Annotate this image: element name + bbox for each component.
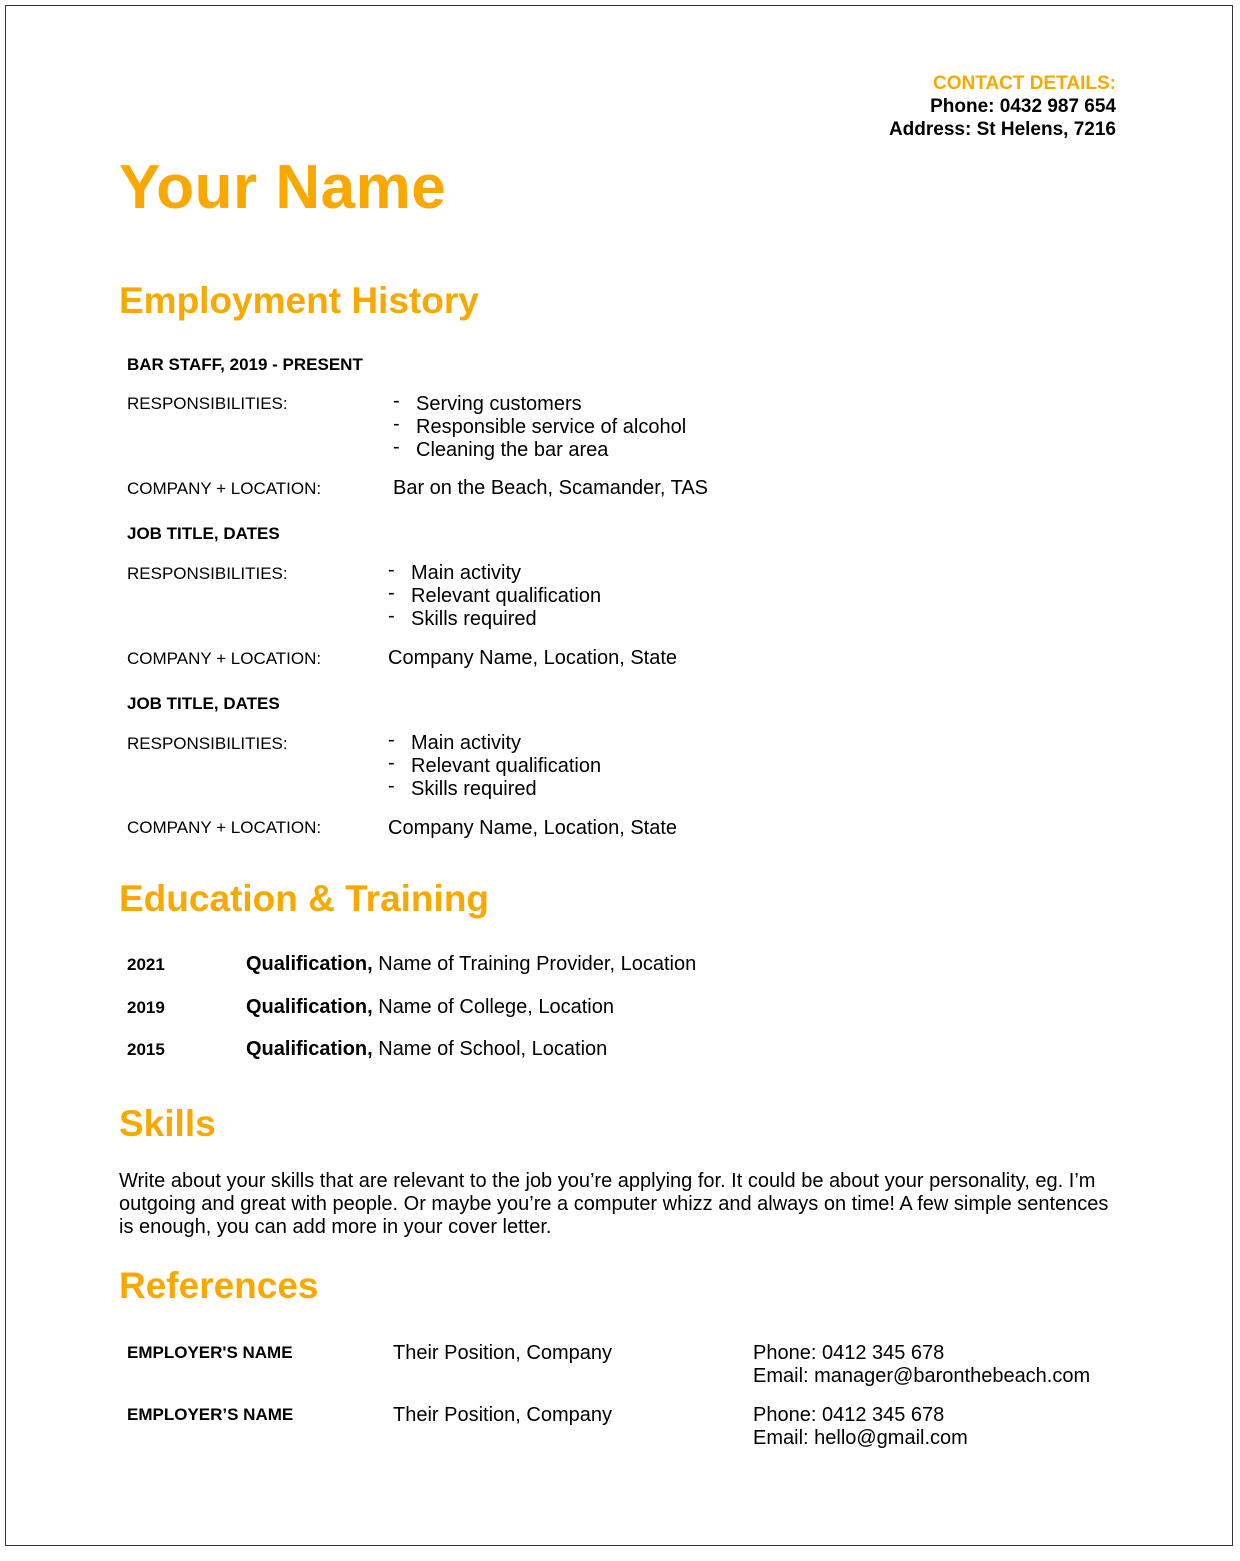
education-entry <box>246 1038 607 1061</box>
education-detail: Name of School, Location <box>372 1038 608 1060</box>
employment-heading: Employment History <box>119 280 479 321</box>
list-item: - Main activity <box>388 562 601 585</box>
education-entry <box>246 996 614 1019</box>
reference-email: Email: manager@baronthebeach.com <box>753 1365 1091 1387</box>
company-label: COMPANY + LOCATION: <box>127 479 322 498</box>
company-location: Bar on the Beach, Scamander, TAS <box>393 477 708 499</box>
reference-position: Their Position, Company <box>393 1404 612 1426</box>
skills-text: Write about your skills that are relevant to the job you’re applying for. It could be about your personality, eg. I’m outgoing and great with people. Or maybe you’re a computer whizz and always on time! A few simple sentences is enough, you can add more in your cover letter. <box>119 1170 1109 1238</box>
list-item: - Main activity <box>388 732 601 755</box>
job-title: JOB TITLE, DATES <box>127 694 280 713</box>
resume-page <box>5 5 1233 1546</box>
education-year: 2019 <box>127 998 165 1017</box>
responsibilities-list <box>388 732 601 801</box>
education-heading: Education & Training <box>119 878 490 919</box>
education-entry <box>246 953 696 976</box>
contact-address: Address: St Helens, 7216 <box>888 119 1116 140</box>
list-item: - Skills required <box>388 778 601 801</box>
education-detail: Name of Training Provider, Location <box>372 953 697 975</box>
qualification: Qualification, <box>246 1038 373 1060</box>
qualification: Qualification, <box>246 996 373 1018</box>
responsibilities-label: RESPONSIBILITIES: <box>127 394 288 413</box>
list-item: - Relevant qualification <box>388 755 601 778</box>
responsibilities-list <box>393 393 686 462</box>
job-title: JOB TITLE, DATES <box>127 524 280 543</box>
skills-heading: Skills <box>119 1103 216 1144</box>
company-location: Company Name, Location, State <box>388 647 678 669</box>
reference-name: EMPLOYER’S NAME <box>127 1405 294 1424</box>
reference-phone: Phone: 0412 345 678 <box>753 1342 945 1364</box>
list-item: - Relevant qualification <box>388 585 601 608</box>
contact-heading: CONTACT DETAILS: <box>933 73 1116 94</box>
education-year: 2015 <box>127 1040 165 1059</box>
company-label: COMPANY + LOCATION: <box>127 818 322 837</box>
qualification: Qualification, <box>246 953 373 975</box>
reference-phone: Phone: 0412 345 678 <box>753 1404 945 1426</box>
responsibilities-list <box>388 562 601 631</box>
reference-contact <box>753 1342 1090 1388</box>
contact-phone: Phone: 0432 987 654 <box>930 96 1116 117</box>
resume-name: Your Name <box>119 153 447 222</box>
education-year: 2021 <box>127 955 165 974</box>
reference-position: Their Position, Company <box>393 1342 612 1364</box>
list-item: - Serving customers <box>393 393 686 416</box>
company-location: Company Name, Location, State <box>388 817 678 839</box>
job-title: BAR STAFF, 2019 - PRESENT <box>127 355 363 374</box>
education-detail: Name of College, Location <box>372 996 614 1018</box>
contact-details <box>889 72 1116 141</box>
reference-email: Email: hello@gmail.com <box>753 1427 968 1449</box>
company-label: COMPANY + LOCATION: <box>127 649 322 668</box>
responsibilities-label: RESPONSIBILITIES: <box>127 564 288 583</box>
reference-name: EMPLOYER'S NAME <box>127 1343 293 1362</box>
list-item: - Cleaning the bar area <box>393 439 686 462</box>
reference-contact <box>753 1404 968 1450</box>
references-heading: References <box>119 1265 319 1306</box>
list-item: - Responsible service of alcohol <box>393 416 686 439</box>
responsibilities-label: RESPONSIBILITIES: <box>127 734 288 753</box>
list-item: - Skills required <box>388 608 601 631</box>
